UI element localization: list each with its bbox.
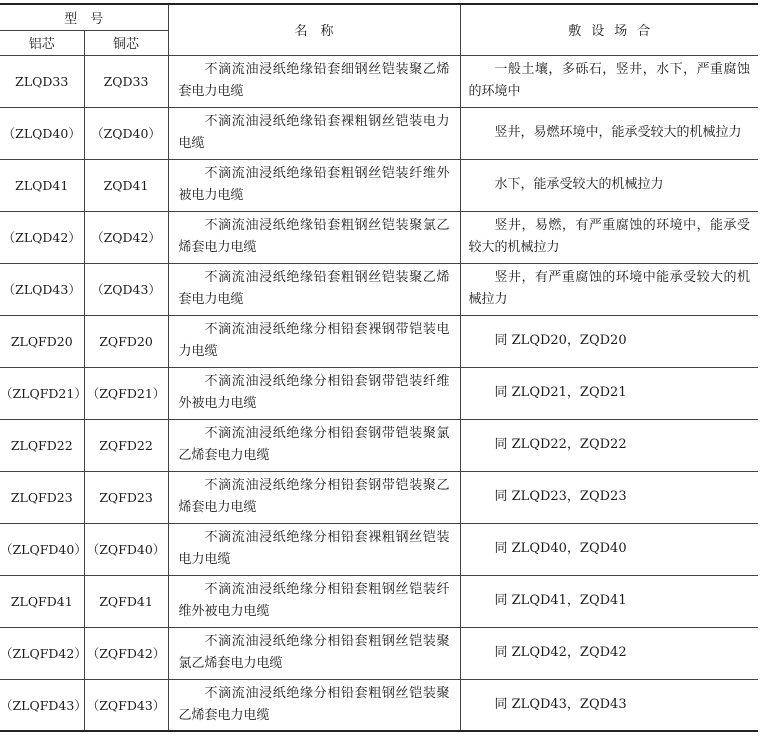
laying-condition: 同 ZLQD40，ZQD40 bbox=[460, 523, 758, 575]
aluminum-core-model: （ZLQD42） bbox=[0, 211, 84, 263]
copper-core-model: ZQD41 bbox=[84, 159, 168, 211]
table-row bbox=[0, 471, 758, 523]
cable-name: 不滴流油浸纸绝缘分相铅套裸粗钢丝铠装电力电缆 bbox=[168, 523, 460, 575]
header-name-label: 名 称 bbox=[294, 24, 334, 40]
cable-name: 不滴流油浸纸绝缘铅套粗钢丝铠装纤维外被电力电缆 bbox=[168, 159, 460, 211]
copper-core-model: ZQD33 bbox=[84, 55, 168, 107]
cable-name: 不滴流油浸纸绝缘分相铅套粗钢丝铠装聚氯乙烯套电力电缆 bbox=[168, 627, 460, 679]
cable-name: 不滴流油浸纸绝缘铅套裸粗钢丝铠装电力电缆 bbox=[168, 107, 460, 159]
table-row bbox=[0, 107, 758, 159]
laying-condition: 一般土壤，多砾石，竖井，水下，严重腐蚀的环境中 bbox=[460, 55, 758, 107]
header-usage-label: 敷设场合 bbox=[568, 24, 661, 40]
copper-core-model: （ZQD40） bbox=[84, 107, 168, 159]
table-row bbox=[0, 159, 758, 211]
laying-condition: 同 ZLQD20，ZQD20 bbox=[460, 315, 758, 367]
aluminum-core-model: （ZLQFD21） bbox=[0, 367, 84, 419]
cable-name: 不滴流油浸纸绝缘分相铅套裸钢带铠装电力电缆 bbox=[168, 315, 460, 367]
aluminum-core-model: ZLQFD23 bbox=[0, 471, 84, 523]
cable-name: 不滴流油浸纸绝缘铅套粗钢丝铠装聚乙烯套电力电缆 bbox=[168, 263, 460, 315]
cable-name: 不滴流油浸纸绝缘分相铅套粗钢丝铠装聚乙烯套电力电缆 bbox=[168, 679, 460, 731]
table-row bbox=[0, 367, 758, 419]
copper-core-model: ZQFD22 bbox=[84, 419, 168, 471]
aluminum-core-model: ZLQD33 bbox=[0, 55, 84, 107]
laying-condition: 同 ZLQD22，ZQD22 bbox=[460, 419, 758, 471]
copper-core-model: ZQFD23 bbox=[84, 471, 168, 523]
laying-condition: 竖井，易燃环境中，能承受较大的机械拉力 bbox=[460, 107, 758, 159]
copper-core-model: ZQFD41 bbox=[84, 575, 168, 627]
laying-condition: 竖井，易燃，有严重腐蚀的环境中，能承受较大的机械拉力 bbox=[460, 211, 758, 263]
copper-core-model: （ZQFD21） bbox=[84, 367, 168, 419]
table-row bbox=[0, 211, 758, 263]
header-row-top bbox=[0, 4, 758, 30]
laying-condition: 同 ZLQD43，ZQD43 bbox=[460, 679, 758, 731]
cable-type-table bbox=[0, 3, 758, 732]
header-model bbox=[0, 4, 168, 30]
table-row bbox=[0, 679, 758, 731]
aluminum-core-model: ZLQFD22 bbox=[0, 419, 84, 471]
aluminum-core-model: （ZLQFD40） bbox=[0, 523, 84, 575]
aluminum-core-model: （ZLQFD42） bbox=[0, 627, 84, 679]
header-copper-core: 铜芯 bbox=[84, 30, 168, 55]
header-usage bbox=[460, 4, 758, 55]
laying-condition: 同 ZLQD21，ZQD21 bbox=[460, 367, 758, 419]
header-name bbox=[168, 4, 460, 55]
copper-core-model: （ZQFD40） bbox=[84, 523, 168, 575]
table-row bbox=[0, 523, 758, 575]
table-row bbox=[0, 55, 758, 107]
laying-condition: 水下，能承受较大的机械拉力 bbox=[460, 159, 758, 211]
table-row bbox=[0, 627, 758, 679]
cable-name: 不滴流油浸纸绝缘分相铅套粗钢丝铠装纤维外被电力电缆 bbox=[168, 575, 460, 627]
aluminum-core-model: （ZLQD40） bbox=[0, 107, 84, 159]
copper-core-model: （ZQFD42） bbox=[84, 627, 168, 679]
header-model-label: 型 号 bbox=[64, 11, 104, 27]
cable-name: 不滴流油浸纸绝缘分相铅套钢带铠装聚乙烯套电力电缆 bbox=[168, 471, 460, 523]
table-header bbox=[0, 4, 758, 55]
table-row bbox=[0, 263, 758, 315]
table-body bbox=[0, 55, 758, 731]
cable-name: 不滴流油浸纸绝缘铅套粗钢丝铠装聚氯乙烯套电力电缆 bbox=[168, 211, 460, 263]
copper-core-model: ZQFD20 bbox=[84, 315, 168, 367]
cable-name: 不滴流油浸纸绝缘铅套细钢丝铠装聚乙烯套电力电缆 bbox=[168, 55, 460, 107]
copper-core-model: （ZQD42） bbox=[84, 211, 168, 263]
laying-condition: 同 ZLQD23，ZQD23 bbox=[460, 471, 758, 523]
copper-core-model: （ZQD43） bbox=[84, 263, 168, 315]
aluminum-core-model: （ZLQFD43） bbox=[0, 679, 84, 731]
header-aluminum-core: 铝芯 bbox=[0, 30, 84, 55]
aluminum-core-model: （ZLQD43） bbox=[0, 263, 84, 315]
cable-name: 不滴流油浸纸绝缘分相铅套钢带铠装聚氯乙烯套电力电缆 bbox=[168, 419, 460, 471]
laying-condition: 竖井，有严重腐蚀的环境中能承受较大的机械拉力 bbox=[460, 263, 758, 315]
table-row bbox=[0, 575, 758, 627]
aluminum-core-model: ZLQFD20 bbox=[0, 315, 84, 367]
table-row bbox=[0, 315, 758, 367]
laying-condition: 同 ZLQD42，ZQD42 bbox=[460, 627, 758, 679]
aluminum-core-model: ZLQD41 bbox=[0, 159, 84, 211]
aluminum-core-model: ZLQFD41 bbox=[0, 575, 84, 627]
table-row bbox=[0, 419, 758, 471]
laying-condition: 同 ZLQD41，ZQD41 bbox=[460, 575, 758, 627]
copper-core-model: （ZQFD43） bbox=[84, 679, 168, 731]
cable-name: 不滴流油浸纸绝缘分相铅套钢带铠装纤维外被电力电缆 bbox=[168, 367, 460, 419]
